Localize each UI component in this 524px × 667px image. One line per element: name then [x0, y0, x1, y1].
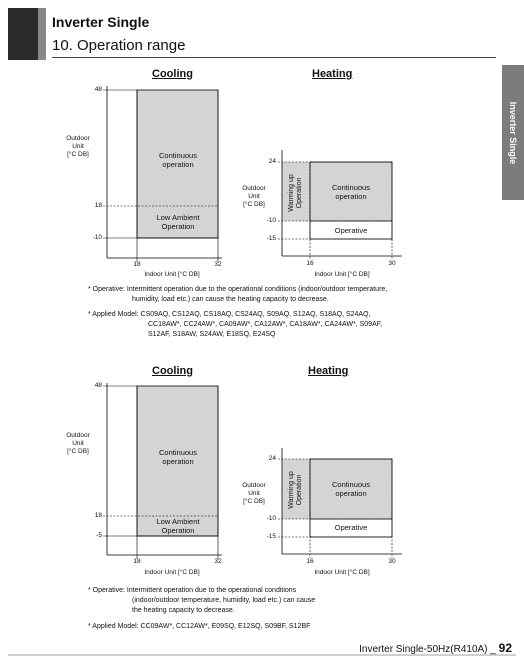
heating-2-operative-label: Operative: [334, 523, 368, 532]
note-line: * Operative: Intermittent operation due to the operational conditions: [88, 587, 297, 594]
y-label-line: Outdoor: [242, 185, 266, 192]
y-label-line: [°C DB]: [67, 448, 89, 455]
heating-2-ytick-neg15: -15: [266, 533, 276, 540]
heating-1-continuous-label: Continuous operation: [332, 183, 370, 201]
cooling-2-continuous-label: Continuous operation: [159, 448, 197, 466]
cooling-2-xtick-18: 18: [133, 558, 141, 565]
note-line: CC18AW*, CC24AW*, CA09AW*, CA12AW*, CA18AW*, CA24AW*, S09AF,: [148, 321, 383, 328]
heating-2-ytick-24: 24: [268, 455, 276, 462]
cooling-1-continuous-label: Continuous operation: [159, 151, 197, 169]
cooling-2-ytick-18: 18: [94, 512, 102, 519]
cooling-2-low-ambient-label: Low Ambient Operation: [156, 517, 200, 535]
note-line: the heating capacity to decrease.: [132, 607, 235, 614]
heating-1-ytick-neg15: -15: [266, 235, 276, 242]
side-tab-label: Inverter Single: [508, 101, 518, 164]
note-line: humidity, load etc.) can cause the heating capacity to decrease.: [132, 296, 329, 303]
footer-text: Inverter Single-50Hz(R410A) _: [359, 644, 499, 655]
cooling-2-title: Cooling: [152, 365, 193, 377]
y-label-line: [°C DB]: [243, 201, 265, 208]
note-line: * Operative: Intermittent operation due to the operational conditions (indoor/outdoor temperature,: [88, 286, 388, 293]
cooling-2-xtick-32: 32: [214, 558, 222, 565]
y-label-line: Unit: [248, 490, 260, 497]
operative-note-2: [88, 586, 315, 616]
y-label-line: Unit: [248, 193, 260, 200]
y-label-line: [°C DB]: [243, 498, 265, 505]
heating-1-y-label: [234, 185, 274, 209]
cooling-1-continuous-zone: [137, 90, 218, 206]
note-line: (indoor/outdoor temperature, humidity, load etc.) can cause: [132, 597, 316, 604]
heating-2-x-label: Indoor Unit [°C DB]: [314, 569, 370, 576]
heating-1-xtick-16: 16: [306, 260, 314, 267]
heating-2-ytick-neg10: -10: [266, 515, 276, 522]
heating-2-xtick-16: 16: [306, 558, 314, 565]
section-title: 10. Operation range: [52, 37, 186, 54]
cooling-2-x-label: Indoor Unit [°C DB]: [144, 569, 200, 576]
note-line: * Applied Model: CS09AQ, CS12AQ, CS18AQ, CS24AQ, S09AQ, S12AQ, S18AQ, S24AQ,: [88, 311, 371, 318]
y-label-line: Unit: [72, 143, 84, 150]
heating-1-x-label: Indoor Unit [°C DB]: [314, 271, 370, 278]
heating-2-y-label: [234, 482, 274, 506]
heating-2-xtick-30: 30: [388, 558, 396, 565]
heating-1-ytick-24: 24: [268, 158, 276, 165]
cooling-1-xtick-32: 32: [214, 261, 222, 268]
cooling-2-ytick-neg5: -5: [96, 532, 102, 539]
heating-1-warming-label: Warming up Operation: [288, 174, 303, 212]
cooling-1-ytick-neg10: -10: [92, 234, 102, 241]
cooling-1-title: Cooling: [152, 68, 193, 80]
cooling-1-x-label: Indoor Unit [°C DB]: [144, 271, 200, 278]
cooling-1-ytick-18: 18: [94, 202, 102, 209]
cooling-1-y-label: [58, 135, 98, 159]
heating-2-continuous-label: Continuous operation: [332, 480, 370, 498]
operative-note-1: [88, 285, 387, 305]
heating-1-operative-label: Operative: [334, 226, 368, 235]
y-label-line: Outdoor: [66, 135, 90, 142]
heating-1-xtick-30: 30: [388, 260, 396, 267]
applied-model-note-2: [88, 622, 310, 632]
applied-model-note-1: [88, 310, 382, 340]
note-line: * Applied Model: CC09AW*, CC12AW*, E09SQ, E12SQ, S09BF, S12BF: [88, 623, 311, 630]
cooling-1-xtick-18: 18: [133, 261, 141, 268]
page-title: Inverter Single: [52, 14, 150, 30]
cooling-1-low-ambient-label: Low Ambient Operation: [156, 213, 200, 231]
page-number: 92: [498, 641, 512, 655]
y-label-line: Outdoor: [242, 482, 266, 489]
cooling-1-ytick-48: 48: [94, 86, 102, 93]
y-label-line: Outdoor: [66, 432, 90, 439]
page-footer: [359, 641, 512, 655]
y-label-line: [°C DB]: [67, 151, 89, 158]
heating-2-warming-label: Warming up Operation: [288, 471, 303, 509]
y-label-line: Unit: [72, 440, 84, 447]
heating-1-title: Heating: [312, 68, 353, 80]
cooling-2-ytick-48: 48: [94, 382, 102, 389]
heating-2-title: Heating: [308, 365, 349, 377]
cooling-2-y-label: [58, 432, 98, 456]
note-line: S12AF, S18AW, S24AW, E18SQ, E24SQ: [148, 331, 276, 338]
heating-1-ytick-neg10: -10: [266, 217, 276, 224]
